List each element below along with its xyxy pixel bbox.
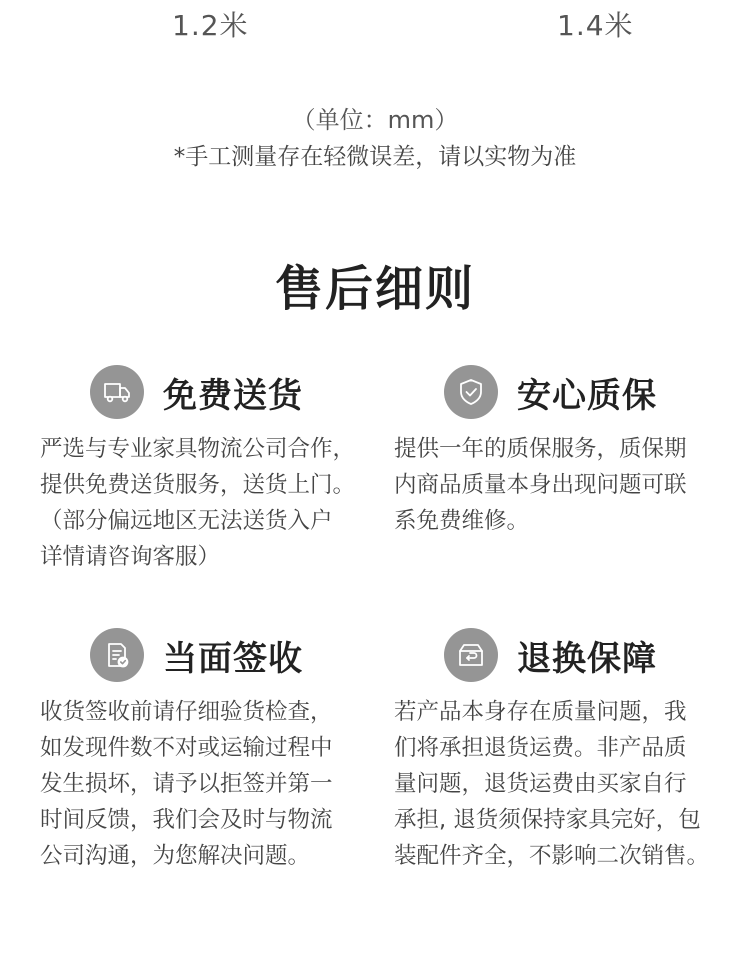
card-line: 发生损坏，请予以拒签并第一 xyxy=(40,771,333,797)
card-line: 收货签收前请仔细验货检查， xyxy=(40,699,333,725)
card-description xyxy=(40,431,370,575)
card-line: 承担, 退货须保持家具完好，包 xyxy=(394,807,701,833)
card-title: 退换保障 xyxy=(517,639,657,679)
card-line: 如发现件数不对或运输过程中 xyxy=(40,735,333,761)
unit-label: （单位：mm） xyxy=(291,106,459,134)
card-sign-on-delivery xyxy=(40,628,370,869)
card-line: 提供免费送货服务，送货上门。 xyxy=(40,472,356,498)
section-title: 售后细则 xyxy=(274,261,475,317)
card-header xyxy=(394,628,724,688)
card-line: 系免费维修。 xyxy=(394,508,530,534)
card-description xyxy=(40,694,370,874)
card-free-delivery xyxy=(40,365,370,570)
card-line: 们将承担退货运费。非产品质 xyxy=(394,735,687,761)
card-title: 安心质保 xyxy=(517,376,657,416)
card-header xyxy=(40,628,370,688)
document-check-icon xyxy=(90,628,144,682)
card-header xyxy=(40,365,370,425)
card-line: 详情请咨询客服） xyxy=(40,544,221,570)
card-line: 公司沟通，为您解决问题。 xyxy=(40,843,311,869)
card-line: 若产品本身存在质量问题，我 xyxy=(394,699,687,725)
card-description xyxy=(394,694,724,874)
card-warranty xyxy=(394,365,724,534)
card-line: 时间反馈，我们会及时与物流 xyxy=(40,807,333,833)
card-line: 提供一年的质保服务，质保期 xyxy=(394,436,687,462)
return-box-icon xyxy=(444,628,498,682)
card-description xyxy=(394,431,724,539)
card-line: 装配件齐全，不影响二次销售。 xyxy=(394,843,710,869)
card-line: （部分偏远地区无法送货入户 xyxy=(40,508,333,534)
measurement-note: *手工测量存在轻微误差，请以实物为准 xyxy=(173,144,577,170)
truck-icon xyxy=(90,365,144,419)
size-label-1-2m: 1.2米 xyxy=(172,9,249,42)
card-title: 免费送货 xyxy=(163,376,303,416)
card-title: 当面签收 xyxy=(163,639,303,679)
card-line: 量问题，退货运费由买家自行 xyxy=(394,771,687,797)
card-header xyxy=(394,365,724,425)
card-return-guarantee xyxy=(394,628,724,869)
shield-check-icon xyxy=(444,365,498,419)
card-line: 严选与专业家具物流公司合作， xyxy=(40,436,356,462)
size-label-1-4m: 1.4米 xyxy=(557,9,634,42)
card-line: 内商品质量本身出现问题可联 xyxy=(394,472,687,498)
